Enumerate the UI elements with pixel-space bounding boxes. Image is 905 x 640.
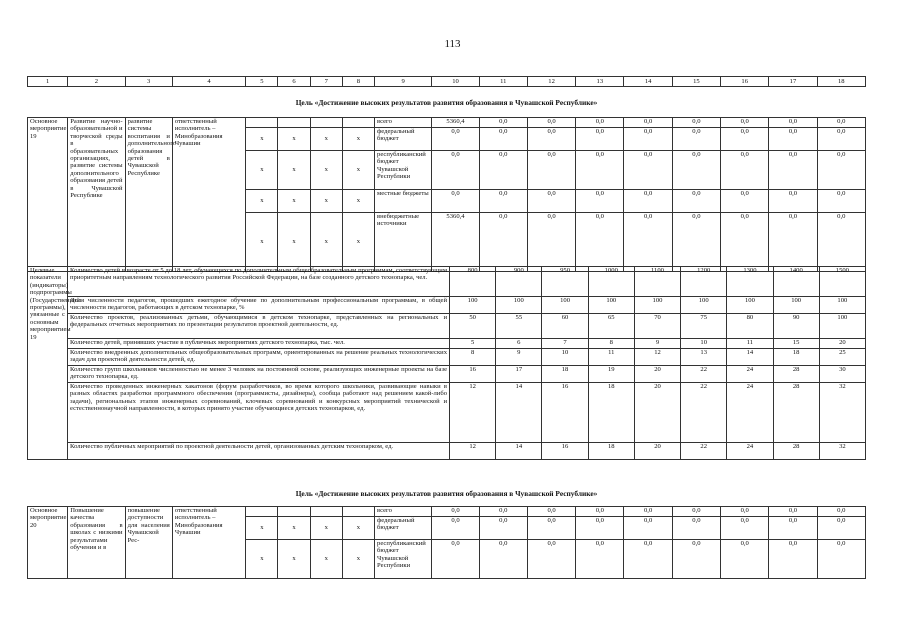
- column-header-cell: 7: [310, 77, 342, 87]
- value-cell: 0,0: [672, 128, 720, 151]
- indicator-value-cell: 55: [496, 314, 542, 339]
- column-header-cell: 4: [172, 77, 245, 87]
- indicator-value-cell: 100: [542, 297, 588, 314]
- indicator-value-cell: 20: [819, 339, 865, 349]
- target-indicator-row: [28, 339, 866, 349]
- target-indicator-row: [28, 349, 866, 366]
- value-cell: 0,0: [817, 118, 865, 128]
- table-row: [28, 118, 866, 128]
- value-cell: 0,0: [672, 517, 720, 540]
- value-cell: 0,0: [721, 128, 769, 151]
- indicator-value-cell: 32: [819, 443, 865, 460]
- measure-goal-cell: повышение доступности для населения Чувашской Рес-: [125, 507, 172, 579]
- column-header-cell: 1: [28, 77, 68, 87]
- indicator-value-cell: 950: [542, 267, 588, 297]
- indicator-value-cell: 12: [450, 443, 496, 460]
- value-cell: 0,0: [479, 151, 527, 190]
- value-cell: 0,0: [576, 190, 624, 213]
- indicator-value-cell: 28: [773, 366, 819, 383]
- value-cell: 0,0: [672, 540, 720, 579]
- indicator-text-cell: Количество детей, принявших участие в публичных мероприятиях детского технопарка, тыс. чел.: [68, 339, 450, 349]
- value-cell: 0,0: [721, 118, 769, 128]
- indicator-value-cell: 22: [681, 366, 727, 383]
- code-cell: [246, 507, 278, 517]
- target-indicators-label: Целевые показатели (индикаторы) подпрограммы (Государственной программы), увязанные с основным мероприятием 19: [28, 267, 68, 460]
- indicator-value-cell: 100: [773, 297, 819, 314]
- value-cell: 0,0: [527, 540, 575, 579]
- page-number: 113: [444, 38, 461, 50]
- indicator-value-cell: 100: [496, 297, 542, 314]
- code-cell: x: [310, 128, 342, 151]
- value-cell: 0,0: [527, 507, 575, 517]
- code-cell: [310, 118, 342, 128]
- value-cell: 0,0: [576, 507, 624, 517]
- value-cell: 0,0: [527, 128, 575, 151]
- value-cell: 0,0: [432, 190, 479, 213]
- code-cell: x: [342, 213, 374, 272]
- indicator-value-cell: 9: [496, 349, 542, 366]
- measure-number-cell: Основное мероприятие 19: [28, 118, 68, 272]
- value-cell: 0,0: [624, 517, 672, 540]
- value-cell: 0,0: [721, 507, 769, 517]
- main-measure-19-table: [27, 117, 866, 272]
- code-cell: x: [278, 517, 310, 540]
- value-cell: 0,0: [576, 118, 624, 128]
- code-cell: x: [278, 151, 310, 190]
- value-cell: 0,0: [527, 118, 575, 128]
- code-cell: [342, 507, 374, 517]
- code-cell: [278, 118, 310, 128]
- indicator-value-cell: 20: [634, 443, 680, 460]
- indicator-value-cell: 25: [819, 349, 865, 366]
- indicator-value-cell: 16: [450, 366, 496, 383]
- value-cell: 0,0: [769, 118, 817, 128]
- value-cell: 0,0: [624, 118, 672, 128]
- code-cell: x: [246, 517, 278, 540]
- indicator-value-cell: 14: [496, 443, 542, 460]
- column-header-row: [28, 77, 866, 87]
- value-cell: 0,0: [527, 151, 575, 190]
- value-cell: 0,0: [479, 118, 527, 128]
- value-cell: 0,0: [527, 517, 575, 540]
- value-cell: 0,0: [479, 128, 527, 151]
- value-cell: 0,0: [817, 151, 865, 190]
- indicator-value-cell: 8: [588, 339, 634, 349]
- indicator-value-cell: 1500: [819, 267, 865, 297]
- indicator-value-cell: 20: [634, 366, 680, 383]
- indicator-value-cell: 7: [542, 339, 588, 349]
- column-header-cell: 12: [527, 77, 575, 87]
- indicator-value-cell: 24: [727, 383, 773, 443]
- indicator-text-cell: Количество проектов, реализованных детьми, обучающимися в детском технопарке, представленных на региональных и федеральных отчетных мероприятиях по презентации результатов проектной деятельности, ед.: [68, 314, 450, 339]
- value-cell: 0,0: [479, 540, 527, 579]
- code-cell: x: [342, 517, 374, 540]
- code-cell: [310, 507, 342, 517]
- table-row: [28, 507, 866, 517]
- value-cell: 0,0: [672, 190, 720, 213]
- column-header-cell: 5: [246, 77, 278, 87]
- value-cell: 0,0: [432, 507, 479, 517]
- main-measure-20-table: [27, 506, 866, 579]
- value-cell: 0,0: [672, 213, 720, 272]
- funding-source-cell: местные бюджеты: [375, 190, 432, 213]
- indicator-value-cell: 18: [588, 443, 634, 460]
- value-cell: 0,0: [576, 540, 624, 579]
- value-cell: 0,0: [432, 128, 479, 151]
- code-cell: x: [342, 128, 374, 151]
- value-cell: 0,0: [527, 190, 575, 213]
- value-cell: 0,0: [769, 190, 817, 213]
- indicator-value-cell: 28: [773, 443, 819, 460]
- value-cell: 0,0: [721, 213, 769, 272]
- indicator-text-cell: Количество групп школьников численностью не менее 3 человек на постоянной основе, реализующих инженерные проекты на базе детского технопарка, ед.: [68, 366, 450, 383]
- indicator-value-cell: 14: [496, 383, 542, 443]
- value-cell: 0,0: [479, 507, 527, 517]
- column-header-cell: 3: [125, 77, 172, 87]
- value-cell: 0,0: [721, 540, 769, 579]
- code-cell: x: [310, 151, 342, 190]
- indicator-value-cell: 12: [634, 349, 680, 366]
- measure-number-cell: Основное мероприятие 20: [28, 507, 68, 579]
- indicator-value-cell: 10: [681, 339, 727, 349]
- funding-source-cell: федеральный бюджет: [375, 517, 432, 540]
- indicator-value-cell: 12: [450, 383, 496, 443]
- value-cell: 0,0: [624, 540, 672, 579]
- value-cell: 0,0: [576, 151, 624, 190]
- code-cell: x: [310, 213, 342, 272]
- value-cell: 0,0: [817, 517, 865, 540]
- indicator-value-cell: 75: [681, 314, 727, 339]
- indicator-value-cell: 50: [450, 314, 496, 339]
- measure-title-cell: Развитие научно-образовательной и творческой среды в образовательных организациях, развитие системы дополнительного образования детей в Чувашской Республике: [68, 118, 125, 272]
- value-cell: 0,0: [817, 128, 865, 151]
- target-indicator-row: [28, 267, 866, 297]
- indicator-value-cell: 13: [681, 349, 727, 366]
- indicator-value-cell: 65: [588, 314, 634, 339]
- indicator-value-cell: 1200: [681, 267, 727, 297]
- indicator-value-cell: 17: [496, 366, 542, 383]
- target-indicator-row: [28, 314, 866, 339]
- target-indicator-row: [28, 383, 866, 443]
- indicator-value-cell: 1400: [773, 267, 819, 297]
- indicator-value-cell: 80: [727, 314, 773, 339]
- funding-source-cell: федеральный бюджет: [375, 128, 432, 151]
- code-cell: x: [246, 213, 278, 272]
- column-header-cell: 2: [68, 77, 125, 87]
- column-header-cell: 18: [817, 77, 865, 87]
- value-cell: 0,0: [527, 213, 575, 272]
- column-header-cell: 11: [479, 77, 527, 87]
- column-header-cell: 8: [342, 77, 374, 87]
- indicator-value-cell: 18: [542, 366, 588, 383]
- indicator-value-cell: 22: [681, 443, 727, 460]
- goal-heading-2: Цель «Достижение высоких результатов развития образования в Чувашской Республике»: [295, 489, 598, 498]
- indicator-value-cell: 8: [450, 349, 496, 366]
- value-cell: 0,0: [721, 190, 769, 213]
- indicator-value-cell: 1300: [727, 267, 773, 297]
- funding-source-cell: всего: [375, 118, 432, 128]
- value-cell: 0,0: [817, 190, 865, 213]
- target-indicator-row: [28, 366, 866, 383]
- indicator-value-cell: 100: [819, 314, 865, 339]
- value-cell: 0,0: [432, 540, 479, 579]
- indicator-text-cell: Количество внедренных дополнительных общеобразовательных программ, ориентированных на решение реальных технологических задач для проектной деятельности детей, ед.: [68, 349, 450, 366]
- code-cell: x: [246, 151, 278, 190]
- value-cell: 5360,4: [432, 118, 479, 128]
- code-cell: x: [246, 128, 278, 151]
- code-cell: x: [342, 151, 374, 190]
- indicator-value-cell: 6: [496, 339, 542, 349]
- funding-source-cell: республиканский бюджет Чувашской Республики: [375, 540, 432, 579]
- value-cell: 0,0: [479, 190, 527, 213]
- code-cell: x: [278, 190, 310, 213]
- target-indicator-row: [28, 297, 866, 314]
- indicator-value-cell: 9: [634, 339, 680, 349]
- indicator-value-cell: 20: [634, 383, 680, 443]
- column-header-cell: 10: [432, 77, 479, 87]
- value-cell: 0,0: [721, 151, 769, 190]
- column-header-table: [27, 76, 866, 87]
- indicator-value-cell: 16: [542, 443, 588, 460]
- code-cell: x: [278, 540, 310, 579]
- value-cell: 0,0: [672, 118, 720, 128]
- column-header-cell: 6: [278, 77, 310, 87]
- value-cell: 0,0: [769, 540, 817, 579]
- indicator-value-cell: 70: [634, 314, 680, 339]
- value-cell: 0,0: [769, 213, 817, 272]
- code-cell: [342, 118, 374, 128]
- value-cell: 0,0: [769, 128, 817, 151]
- indicator-value-cell: 100: [819, 297, 865, 314]
- code-cell: [278, 507, 310, 517]
- indicator-value-cell: 100: [588, 297, 634, 314]
- value-cell: 0,0: [769, 151, 817, 190]
- code-cell: [246, 118, 278, 128]
- measure-title-cell: Повышение качества образования в школах с низкими результатами обучения и в: [68, 507, 125, 579]
- indicator-value-cell: 11: [588, 349, 634, 366]
- indicator-text-cell: Количество детей в возрасте от 5 до 18 лет, обучающихся по дополнительным общеобразовательным программам, соответствующим приоритетным направлениям технологического развития Российской Федерации, на базе созданного детского технопарка, чел.: [68, 267, 450, 297]
- indicator-value-cell: 5: [450, 339, 496, 349]
- value-cell: 0,0: [624, 128, 672, 151]
- indicator-value-cell: 30: [819, 366, 865, 383]
- code-cell: x: [246, 190, 278, 213]
- value-cell: 0,0: [576, 517, 624, 540]
- indicator-value-cell: 1100: [634, 267, 680, 297]
- indicator-value-cell: 100: [681, 297, 727, 314]
- indicator-value-cell: 100: [727, 297, 773, 314]
- indicator-value-cell: 800: [450, 267, 496, 297]
- value-cell: 0,0: [479, 517, 527, 540]
- value-cell: 0,0: [817, 507, 865, 517]
- column-header-cell: 13: [576, 77, 624, 87]
- indicator-value-cell: 16: [542, 383, 588, 443]
- code-cell: x: [246, 540, 278, 579]
- value-cell: 0,0: [624, 151, 672, 190]
- indicator-value-cell: 10: [542, 349, 588, 366]
- indicator-value-cell: 24: [727, 443, 773, 460]
- indicator-value-cell: 19: [588, 366, 634, 383]
- code-cell: x: [342, 540, 374, 579]
- indicator-value-cell: 90: [773, 314, 819, 339]
- value-cell: 0,0: [624, 190, 672, 213]
- code-cell: x: [342, 190, 374, 213]
- indicator-value-cell: 28: [773, 383, 819, 443]
- column-header-cell: 15: [672, 77, 720, 87]
- indicator-value-cell: 100: [634, 297, 680, 314]
- value-cell: 0,0: [769, 517, 817, 540]
- goal-heading-1: Цель «Достижение высоких результатов развития образования в Чувашской Республике»: [295, 98, 598, 107]
- value-cell: 5360,4: [432, 213, 479, 272]
- value-cell: 0,0: [432, 151, 479, 190]
- indicator-text-cell: Доля численности педагогов, прошедших ежегодное обучение по дополнительным профессиональным программам, в общей численности педагогов, работающих в детском технопарке, %: [68, 297, 450, 314]
- indicator-value-cell: 100: [450, 297, 496, 314]
- indicator-value-cell: 24: [727, 366, 773, 383]
- value-cell: 0,0: [672, 507, 720, 517]
- value-cell: 0,0: [624, 213, 672, 272]
- measure-goal-cell: развитие системы воспитания и дополнительного образования детей в Чувашской Республике: [125, 118, 172, 272]
- indicator-value-cell: 14: [727, 349, 773, 366]
- code-cell: x: [278, 213, 310, 272]
- code-cell: x: [278, 128, 310, 151]
- executor-cell: ответственный исполнитель – Минобразования Чувашии: [172, 118, 245, 272]
- value-cell: 0,0: [817, 540, 865, 579]
- code-cell: x: [310, 190, 342, 213]
- indicator-value-cell: 11: [727, 339, 773, 349]
- indicator-text-cell: Количество проведенных инженерных хакатонов (форум разработчиков, во время которого школьники, развивающие навыки в разных областях разработки программного обеспечения (программисты, дизайнеры), сообща работают над решением какой-либо задачи), региональных этапов инженерных соревнований, клочевых соревнований и конкурсных мероприятий технической и естественнонаучной направленности, в которых принято участие обучающиеся детских технопарков, ед.: [68, 383, 450, 443]
- value-cell: 0,0: [672, 151, 720, 190]
- indicator-value-cell: 900: [496, 267, 542, 297]
- value-cell: 0,0: [769, 507, 817, 517]
- indicator-text-cell: Количество публичных мероприятий по проектной деятельности детей, организованных детским технопарком, ед.: [68, 443, 450, 460]
- executor-cell: ответственный исполнитель – Минобразования Чувашии: [172, 507, 245, 579]
- indicator-value-cell: 32: [819, 383, 865, 443]
- indicator-value-cell: 60: [542, 314, 588, 339]
- funding-source-cell: всего: [375, 507, 432, 517]
- value-cell: 0,0: [624, 507, 672, 517]
- column-header-cell: 17: [769, 77, 817, 87]
- funding-source-cell: внебюджетные источники: [375, 213, 432, 272]
- value-cell: 0,0: [817, 213, 865, 272]
- code-cell: x: [310, 517, 342, 540]
- indicator-value-cell: 1000: [588, 267, 634, 297]
- code-cell: x: [310, 540, 342, 579]
- value-cell: 0,0: [576, 213, 624, 272]
- target-indicator-row: [28, 443, 866, 460]
- indicator-value-cell: 18: [773, 349, 819, 366]
- indicator-value-cell: 22: [681, 383, 727, 443]
- funding-source-cell: республиканский бюджет Чувашской Республики: [375, 151, 432, 190]
- column-header-cell: 14: [624, 77, 672, 87]
- value-cell: 0,0: [576, 128, 624, 151]
- indicator-value-cell: 15: [773, 339, 819, 349]
- value-cell: 0,0: [479, 213, 527, 272]
- indicator-value-cell: 18: [588, 383, 634, 443]
- value-cell: 0,0: [721, 517, 769, 540]
- value-cell: 0,0: [432, 517, 479, 540]
- column-header-cell: 16: [721, 77, 769, 87]
- column-header-cell: 9: [375, 77, 432, 87]
- target-indicators-table: [27, 266, 866, 460]
